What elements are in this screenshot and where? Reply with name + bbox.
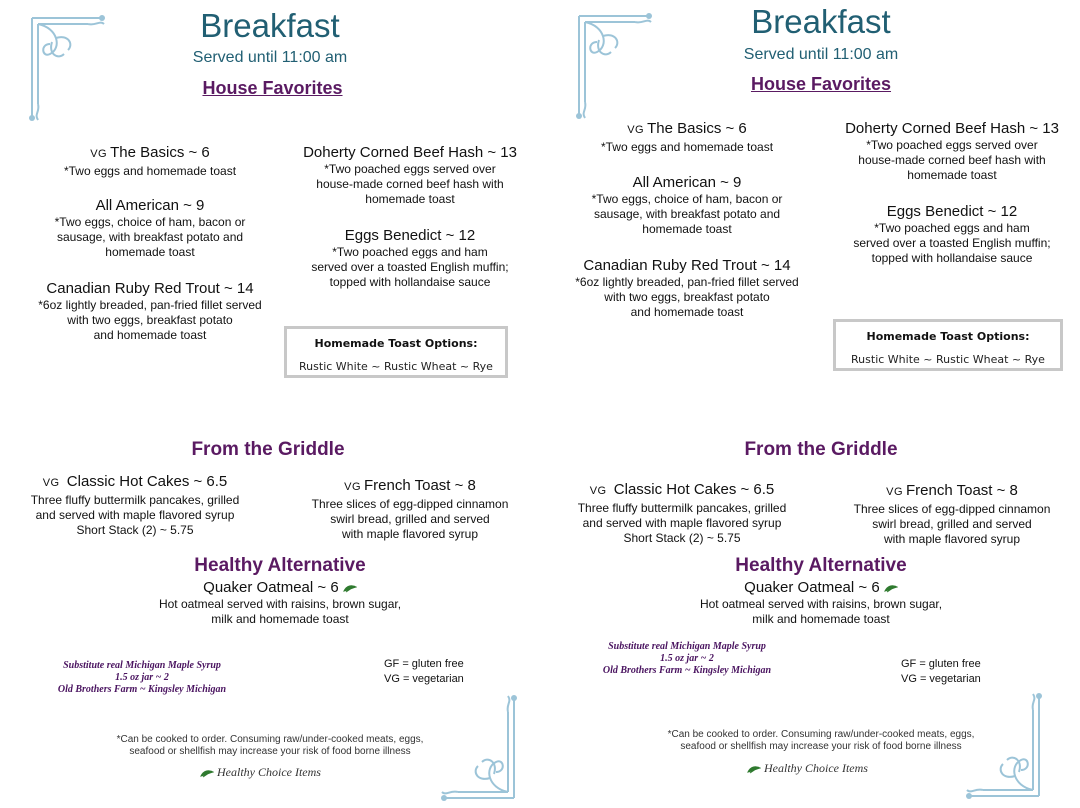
item-desc: homemade toast [907, 168, 997, 182]
item-desc: with maple flavored syrup [883, 532, 1021, 546]
item-desc: Three fluffy buttermilk pancakes, grilled [30, 493, 240, 507]
toast-options-list: Rustic White ~ Rustic Wheat ~ Rye [851, 353, 1045, 366]
item-desc: and homemade toast [630, 305, 744, 319]
section-healthy-alternative: Healthy Alternative [194, 555, 366, 576]
menu-item [120, 578, 440, 627]
item-name: Canadian Ruby Red Trout ~ 14 [46, 280, 254, 297]
item-desc: *6oz lightly breaded, pan-fried fillet served [575, 275, 799, 289]
section-from-the-griddle: From the Griddle [744, 439, 898, 460]
item-desc: milk and homemade toast [211, 612, 349, 626]
item-desc: Hot oatmeal served with raisins, brown sugar, [699, 597, 943, 611]
vegetarian-badge: VG [886, 486, 904, 498]
toast-options-list: Rustic White ~ Rustic Wheat ~ Rye [299, 360, 493, 373]
legend-vg: VG = vegetarian [384, 673, 464, 685]
menu-item [557, 119, 817, 155]
toast-options-box [833, 319, 1063, 371]
menu-item [290, 226, 530, 290]
toast-options-title: Homemade Toast Options: [866, 330, 1030, 343]
syrup-line: 1.5 oz jar ~ 2 [115, 672, 169, 683]
item-desc: swirl bread, grilled and served [330, 512, 490, 526]
item-desc: *Two eggs and homemade toast [63, 164, 237, 178]
toast-options-box [284, 326, 508, 378]
item-name: All American ~ 9 [95, 197, 205, 214]
item-desc: homemade toast [105, 245, 195, 259]
item-desc: with two eggs, breakfast potato [604, 290, 770, 304]
menu-page-right [547, 0, 1080, 808]
section-healthy-alternative: Healthy Alternative [735, 555, 907, 576]
item-desc: Short Stack (2) ~ 5.75 [76, 523, 194, 537]
item-desc: sausage, with breakfast potato and [593, 207, 781, 221]
item-name: Classic Hot Cakes ~ 6.5 [66, 473, 228, 490]
item-desc: sausage, with breakfast potato and [56, 230, 244, 244]
maple-syrup-note [575, 641, 799, 677]
leaf-icon [884, 584, 898, 593]
menu-subtitle: Served until 11:00 am [192, 49, 348, 66]
food-safety-disclaimer [621, 729, 1021, 753]
menu-item [557, 480, 807, 546]
menu-item [20, 196, 280, 260]
legend-gf: GF = gluten free [901, 658, 981, 670]
item-desc: Three slices of egg-dipped cinnamon [853, 502, 1051, 516]
healthy-choice-legend [747, 761, 868, 776]
item-name: The Basics ~ 6 [110, 144, 210, 161]
healthy-choice-legend [200, 765, 321, 780]
menu-subtitle: Served until 11:00 am [743, 46, 899, 63]
disclaimer-line: *Can be cooked to order. Consuming raw/under-cooked meats, eggs, [116, 734, 424, 745]
vegetarian-badge: VG [589, 485, 607, 497]
item-desc: topped with hollandaise sauce [329, 275, 491, 289]
disclaimer-line: *Can be cooked to order. Consuming raw/under-cooked meats, eggs, [667, 729, 975, 740]
item-desc: *Two poached eggs and ham [874, 221, 1030, 235]
item-desc: and homemade toast [93, 328, 207, 342]
item-desc: with two eggs, breakfast potato [67, 313, 233, 327]
item-desc: house-made corned beef hash with [858, 153, 1046, 167]
syrup-line: 1.5 oz jar ~ 2 [660, 653, 714, 664]
item-desc: *Two poached eggs served over [324, 162, 496, 176]
vegetarian-badge: VG [627, 124, 645, 136]
section-house-favorites: House Favorites [202, 78, 343, 98]
item-desc: with maple flavored syrup [341, 527, 479, 541]
item-desc: *Two poached eggs served over [866, 138, 1038, 152]
leaf-icon [343, 584, 357, 593]
diet-legend [384, 657, 464, 687]
menu-item [10, 279, 290, 343]
item-desc: and served with maple flavored syrup [35, 508, 235, 522]
menu-item [20, 143, 280, 179]
menu-item [827, 119, 1077, 183]
item-name: French Toast ~ 8 [906, 482, 1018, 499]
item-desc: swirl bread, grilled and served [872, 517, 1032, 531]
syrup-line: Substitute real Michigan Maple Syrup [608, 641, 766, 652]
item-name: Quaker Oatmeal ~ 6 [744, 579, 880, 596]
item-name: French Toast ~ 8 [364, 477, 476, 494]
item-desc: *6oz lightly breaded, pan-fried fillet served [38, 298, 262, 312]
disclaimer-line: seafood or shellfish may increase your risk of food borne illness [129, 746, 411, 757]
menu-item [290, 143, 530, 207]
corner-ornament-icon [440, 694, 518, 802]
item-name: All American ~ 9 [632, 174, 742, 191]
menu-title: Breakfast [200, 7, 340, 44]
item-desc: *Two eggs, choice of ham, bacon or [591, 192, 783, 206]
item-name: Canadian Ruby Red Trout ~ 14 [583, 257, 791, 274]
item-desc: house-made corned beef hash with [316, 177, 504, 191]
diet-legend [901, 657, 981, 687]
maple-syrup-note [30, 660, 254, 696]
item-desc: *Two eggs and homemade toast [600, 140, 774, 154]
section-from-the-griddle: From the Griddle [191, 439, 345, 460]
vegetarian-badge: VG [42, 477, 60, 489]
item-desc: Hot oatmeal served with raisins, brown sugar, [158, 597, 402, 611]
legend-vg: VG = vegetarian [901, 673, 981, 685]
item-desc: homemade toast [365, 192, 455, 206]
vegetarian-badge: VG [90, 148, 108, 160]
item-desc: topped with hollandaise sauce [871, 251, 1033, 265]
legend-gf: GF = gluten free [384, 658, 464, 670]
menu-title: Breakfast [751, 3, 891, 40]
menu-item [661, 578, 981, 627]
item-desc: and served with maple flavored syrup [582, 516, 782, 530]
item-name: Doherty Corned Beef Hash ~ 13 [303, 144, 517, 161]
item-desc: Three fluffy buttermilk pancakes, grilled [577, 501, 787, 515]
food-safety-disclaimer [70, 734, 470, 758]
disclaimer-line: seafood or shellfish may increase your risk of food borne illness [680, 741, 962, 752]
item-desc: *Two eggs, choice of ham, bacon or [54, 215, 246, 229]
menu-item [10, 472, 260, 538]
item-name: The Basics ~ 6 [647, 120, 747, 137]
item-name: Doherty Corned Beef Hash ~ 13 [845, 120, 1059, 137]
item-desc: *Two poached eggs and ham [332, 245, 488, 259]
item-name: Classic Hot Cakes ~ 6.5 [613, 481, 775, 498]
leaf-icon [747, 765, 761, 774]
corner-ornament-icon [965, 692, 1043, 800]
item-desc: served over a toasted English muffin; [311, 260, 509, 274]
item-name: Eggs Benedict ~ 12 [344, 227, 476, 244]
menu-item [827, 202, 1077, 266]
syrup-line: Old Brothers Farm ~ Kingsley Michigan [57, 684, 227, 695]
vegetarian-badge: VG [344, 481, 362, 493]
section-house-favorites: House Favorites [750, 74, 892, 94]
menu-item [557, 173, 817, 237]
item-desc: milk and homemade toast [752, 612, 890, 626]
item-name: Eggs Benedict ~ 12 [886, 203, 1018, 220]
item-desc: Three slices of egg-dipped cinnamon [311, 497, 509, 511]
menu-item [290, 476, 530, 542]
healthy-choice-label: Healthy Choice Items [217, 765, 321, 779]
syrup-line: Old Brothers Farm ~ Kingsley Michigan [602, 665, 772, 676]
leaf-icon [200, 769, 214, 778]
toast-options-title: Homemade Toast Options: [314, 337, 478, 350]
menu-item [827, 481, 1077, 547]
item-desc: Short Stack (2) ~ 5.75 [623, 531, 741, 545]
syrup-line: Substitute real Michigan Maple Syrup [63, 660, 221, 671]
item-desc: homemade toast [642, 222, 732, 236]
item-desc: served over a toasted English muffin; [853, 236, 1051, 250]
item-name: Quaker Oatmeal ~ 6 [203, 579, 339, 596]
healthy-choice-label: Healthy Choice Items [764, 761, 868, 775]
menu-item [547, 256, 827, 320]
